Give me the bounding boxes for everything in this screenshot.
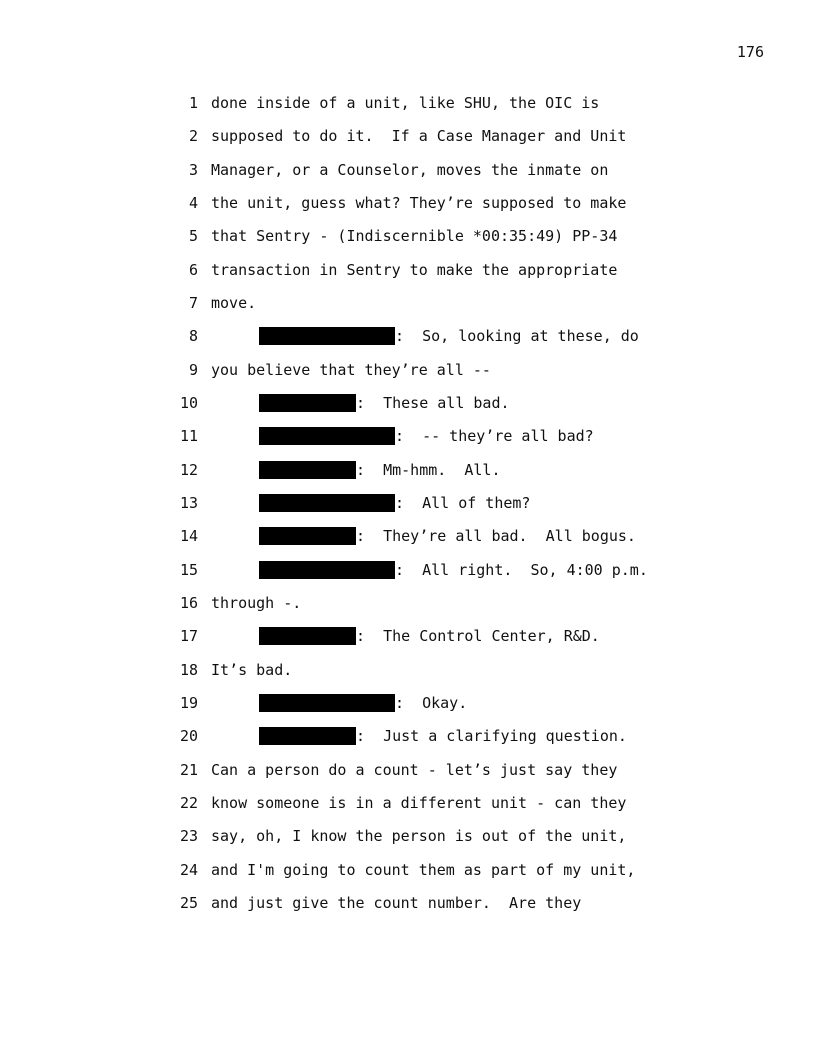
line-content: : Okay.	[395, 693, 468, 712]
line-content: : Mm-hmm. All.	[356, 460, 501, 479]
transcript-line	[0, 793, 816, 826]
line-number: 20	[179, 727, 198, 746]
line-number: 1	[188, 94, 198, 112]
line-number: 14	[179, 527, 198, 546]
line-number: 12	[179, 460, 198, 479]
line-text	[259, 426, 594, 446]
line-number: 18	[179, 660, 198, 679]
transcript-line	[0, 160, 816, 193]
line-text	[211, 826, 626, 846]
line-number: 24	[179, 860, 198, 879]
line-text	[259, 526, 636, 546]
redacted-speaker-name	[259, 394, 356, 412]
transcript-line	[0, 526, 816, 559]
line-number: 19	[179, 693, 198, 712]
line-content: move.	[211, 293, 257, 312]
line-number: 16	[179, 593, 198, 612]
transcript-line	[0, 326, 816, 359]
line-text	[259, 626, 600, 646]
line-content: you believe that they’re all --	[211, 360, 491, 379]
line-content: the unit, guess what? They’re supposed to make	[211, 193, 627, 212]
transcript-line	[0, 393, 816, 426]
transcript-line	[0, 260, 816, 293]
line-text	[211, 893, 581, 913]
line-content: : All of them?	[395, 493, 531, 512]
redacted-speaker-name	[259, 327, 395, 345]
line-text	[211, 293, 256, 313]
redacted-speaker-name	[259, 694, 395, 712]
line-number: 8	[188, 327, 198, 346]
line-content: Manager, or a Counselor, moves the inmate on	[211, 160, 609, 179]
redacted-speaker-name	[259, 627, 356, 645]
line-content: say, oh, I know the person is out of the unit,	[211, 827, 627, 846]
transcript-line	[0, 626, 816, 659]
line-number: 17	[179, 627, 198, 646]
line-text	[211, 593, 301, 613]
transcript-line	[0, 760, 816, 793]
transcript-line	[0, 826, 816, 859]
line-number: 22	[179, 793, 198, 812]
line-text	[259, 393, 510, 413]
line-content: : So, looking at these, do	[395, 327, 639, 346]
line-content: that Sentry - (Indiscernible *00:35:49) PP-34	[211, 227, 618, 246]
line-number: 6	[188, 260, 198, 279]
line-text	[211, 160, 608, 180]
line-text	[211, 760, 617, 780]
line-number: 23	[179, 827, 198, 846]
redacted-speaker-name	[259, 494, 395, 512]
line-content: : They’re all bad. All bogus.	[356, 527, 636, 546]
line-number: 11	[179, 427, 198, 446]
transcript-line	[0, 693, 816, 726]
line-content: and I'm going to count them as part of my unit,	[211, 860, 636, 879]
line-number: 2	[188, 127, 198, 146]
line-text	[211, 193, 626, 213]
line-number: 13	[179, 493, 198, 512]
line-content: know someone is in a different unit - can they	[211, 793, 627, 812]
transcript-line	[0, 293, 816, 326]
line-number: 3	[188, 160, 198, 179]
transcript-line	[0, 860, 816, 893]
transcript-line	[0, 660, 816, 693]
line-text	[211, 660, 292, 680]
redacted-speaker-name	[259, 427, 395, 445]
transcript-line	[0, 460, 816, 493]
line-text	[211, 93, 599, 113]
line-number: 15	[179, 560, 198, 579]
line-text	[259, 560, 648, 580]
redacted-speaker-name	[259, 527, 356, 545]
transcript-line	[0, 493, 816, 526]
line-content: and just give the count number. Are they	[211, 893, 582, 912]
line-number: 21	[179, 760, 198, 779]
line-content: done inside of a unit, like SHU, the OIC is	[211, 94, 600, 112]
line-content: It’s bad.	[211, 660, 293, 679]
redacted-speaker-name	[259, 561, 395, 579]
line-content: : The Control Center, R&D.	[356, 627, 600, 646]
transcript-line	[0, 226, 816, 259]
line-content: : Just a clarifying question.	[356, 727, 627, 746]
line-number: 10	[179, 393, 198, 412]
line-number: 7	[188, 293, 198, 312]
transcript-line	[0, 193, 816, 226]
line-content: Can a person do a count - let’s just say they	[211, 760, 618, 779]
line-text	[259, 326, 639, 346]
redacted-speaker-name	[259, 727, 356, 745]
line-text	[211, 260, 617, 280]
line-content: : All right. So, 4:00 p.m.	[395, 560, 648, 579]
line-text	[259, 726, 627, 746]
line-text	[211, 360, 491, 380]
transcript-line	[0, 360, 816, 393]
line-text	[211, 126, 626, 146]
line-text	[211, 860, 635, 880]
line-content: : These all bad.	[356, 393, 510, 412]
page-number: 176	[736, 43, 764, 61]
line-content: supposed to do it. If a Case Manager and Unit	[211, 127, 627, 146]
line-text	[211, 793, 626, 813]
line-content: through -.	[211, 593, 302, 612]
line-number: 5	[188, 227, 198, 246]
line-text	[259, 693, 467, 713]
line-number: 9	[188, 360, 198, 379]
line-number: 25	[179, 893, 198, 912]
line-text	[211, 226, 617, 246]
transcript-line	[0, 726, 816, 759]
transcript-line	[0, 93, 816, 126]
transcript-line	[0, 426, 816, 459]
line-content: : -- they’re all bad?	[395, 427, 594, 446]
transcript-line	[0, 560, 816, 593]
line-text	[259, 493, 530, 513]
line-text	[259, 460, 501, 480]
redacted-speaker-name	[259, 461, 356, 479]
transcript-body	[0, 93, 816, 926]
transcript-line	[0, 893, 816, 926]
transcript-line	[0, 593, 816, 626]
line-number: 4	[188, 193, 198, 212]
line-content: transaction in Sentry to make the appropriate	[211, 260, 618, 279]
transcript-line	[0, 126, 816, 159]
